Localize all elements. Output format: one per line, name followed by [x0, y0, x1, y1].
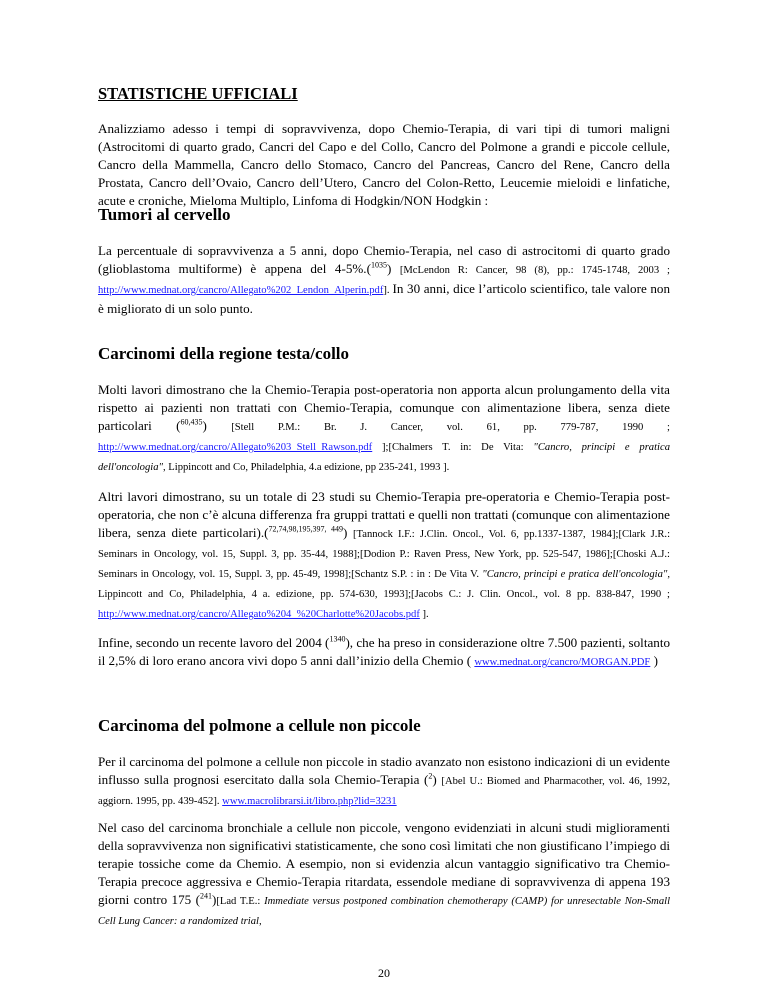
article-title: Immediate versus postponed combination chemotherapy (CAMP) for unresectable Non-Small Cell Lung Cancer: a randomized trial,	[98, 896, 671, 927]
text: In 30 anni, dice l’articolo scientifico, tale valore non è migliorato di un solo punto.	[98, 281, 670, 316]
head-neck-paragraph-1	[98, 381, 670, 477]
section-heading-brain: Tumori al cervello	[98, 205, 231, 224]
citation-sup: 60,435	[180, 417, 203, 427]
reference: , Lippincott and Co, Philadelphia, 4 a. edizione, pp. 574-630, 1993];[Jacobs C.: J. Clin. Oncol., vol. 8 pp. 838-847, 1990 ;	[98, 569, 670, 600]
text: )	[342, 525, 354, 540]
section-heading-lung: Carcinoma del polmone a cellule non piccole	[98, 716, 421, 735]
page-title: STATISTICHE UFFICIALI	[98, 84, 298, 103]
reference: [McLendon R: Cancer, 98 (8), pp.: 1745-1748, 2003 ;	[399, 265, 670, 276]
reference: , Lippincott and Co, Philadelphia, 4.a edizione, pp 235-241, 1993 ].	[162, 462, 450, 473]
reference-link[interactable]: http://www.mednat.org/cancro/Allegato%202_Lendon_Alperin.pdf	[98, 285, 384, 296]
reference-link[interactable]: www.macrolibrarsi.it/libro.php?lid=3231	[222, 796, 397, 807]
reference-link[interactable]: www.mednat.org/cancro/MORGAN.PDF	[474, 657, 651, 668]
reference: ].	[419, 609, 429, 620]
citation-sup: 241	[199, 891, 212, 901]
head-neck-paragraph-2	[98, 488, 670, 624]
text: ), che ha preso in considerazione oltre 7.500 pazienti, soltanto il 2,5% di loro erano ancora vivi dopo 5 anni dall’inizio della Chemio (	[98, 635, 671, 668]
text: Altri lavori dimostrano, su un totale di 23 studi su Chemio-Terapia pre-operatoria e Chemio-Terapia post-operatoria, che non c’è alcuna differenza fra gruppi trattati e quelli non trattati (comunque con alimentazione libera, senza diete particolari).(	[98, 489, 670, 540]
lung-paragraph-2	[98, 819, 670, 931]
book-title: "Cancro, principi e pratica dell'oncologia"	[98, 442, 670, 473]
text: La percentuale di sopravvivenza a 5 anni, dopo Chemio-Terapia, nel caso di astrocitomi di quarto grado (glioblastoma multiforme) è appena del 4-5%.(	[98, 243, 670, 276]
text: )	[386, 261, 400, 276]
citation-sup: 1035	[370, 260, 387, 270]
reference: ];[Chalmers T. in: De Vita:	[372, 442, 534, 453]
reference: ].	[383, 285, 393, 296]
reference-link[interactable]: http://www.mednat.org/cancro/Allegato%203_Stell_Rawson.pdf	[98, 442, 373, 453]
brain-paragraph	[98, 242, 670, 318]
citation-sup: 72,74,98,195,397, 449	[268, 524, 343, 534]
text: Per il carcinoma del polmone a cellule non piccole in stadio avanzato non esistono indicazioni di un evidente influsso sulla prognosi esercitato dalla sola Chemio-Terapia (	[98, 754, 670, 787]
text: )	[211, 892, 217, 907]
reference: [Stell P.M.: Br. J. Cancer, vol. 61, pp. 779-787, 1990 ;	[231, 422, 670, 433]
text: )	[650, 653, 658, 668]
citation-sup: 1340	[329, 634, 346, 644]
section-heading-head-neck: Carcinomi della regione testa/collo	[98, 344, 350, 363]
reference: [Abel U.: Biomed and Pharmacother, vol. 46, 1992, aggiorn. 1995, pp. 439-452].	[98, 776, 671, 807]
reference: [Lad T.E.:	[216, 896, 265, 907]
text: )	[202, 418, 232, 433]
page-number: 20	[378, 966, 390, 980]
text: Nel caso del carcinoma bronchiale a cellule non piccole, vengono evidenziati in alcuni studi miglioramenti della sopravvivenza non significativi statisticamente, che sono così limitati che non giustificano l’impiego di terapie tossiche come da Chemio. A esempio, non si evidenzia alcun vantaggio significativo tra Chemio-Terapia precoce aggressiva e Chemio-Terapia ritardata, essendole mediane di sopravvivenza di appena 193 giorni contro 175 (	[98, 820, 670, 907]
head-neck-paragraph-3	[98, 634, 670, 672]
book-title: "Cancro, principi e pratica dell'oncologia"	[482, 569, 668, 580]
reference: [Tannock I.F.: J.Clin. Oncol., Vol. 6, pp.1337-1387, 1984];[Clark J.R.: Seminars in Oncology, vol. 15, Suppl. 3, pp. 35-44, 1988];[Dodion P.: Raven Press, New York, pp. 525-547, 1986];[Choski A.J.: Seminars in Oncology, vol. 15, Suppl. 3, pp. 45-49, 1998];[Schantz S.P. : in : De Vita V.	[98, 529, 671, 580]
citation-sup: 2	[428, 771, 433, 781]
intro-paragraph: Analizziamo adesso i tempi di sopravvivenza, dopo Chemio-Terapia, di vari tipi di tumori maligni (Astrocitomi di quarto grado, Cancri del Capo e del Collo, Cancro del Polmone a grandi e piccole cellule, Cancro della Mammella, Cancro dello Stomaco, Cancro del Pancreas, Cancro del Rene, Cancro della Prostata, Cancro dell’Ovaio, Cancro dell’Utero, Cancro del Colon-Retto, Leucemie mieloidi e linfatiche, acute e croniche, Mieloma Multiplo, Linfoma di Hodgkin/NON Hodgkin :	[98, 121, 670, 208]
reference-link[interactable]: http://www.mednat.org/cancro/Allegato%204_%20Charlotte%20Jacobs.pdf	[98, 609, 420, 620]
lung-paragraph-1	[98, 753, 670, 811]
text: )	[432, 772, 442, 787]
text: Molti lavori dimostrano che la Chemio-Terapia post-operatoria non apporta alcun prolungamento della vita rispetto ai pazienti non trattati con Chemio-Terapia, comunque con alimentazione libera, senza diete particolari (	[98, 382, 670, 433]
text: Infine, secondo un recente lavoro del 2004 (	[98, 635, 330, 650]
